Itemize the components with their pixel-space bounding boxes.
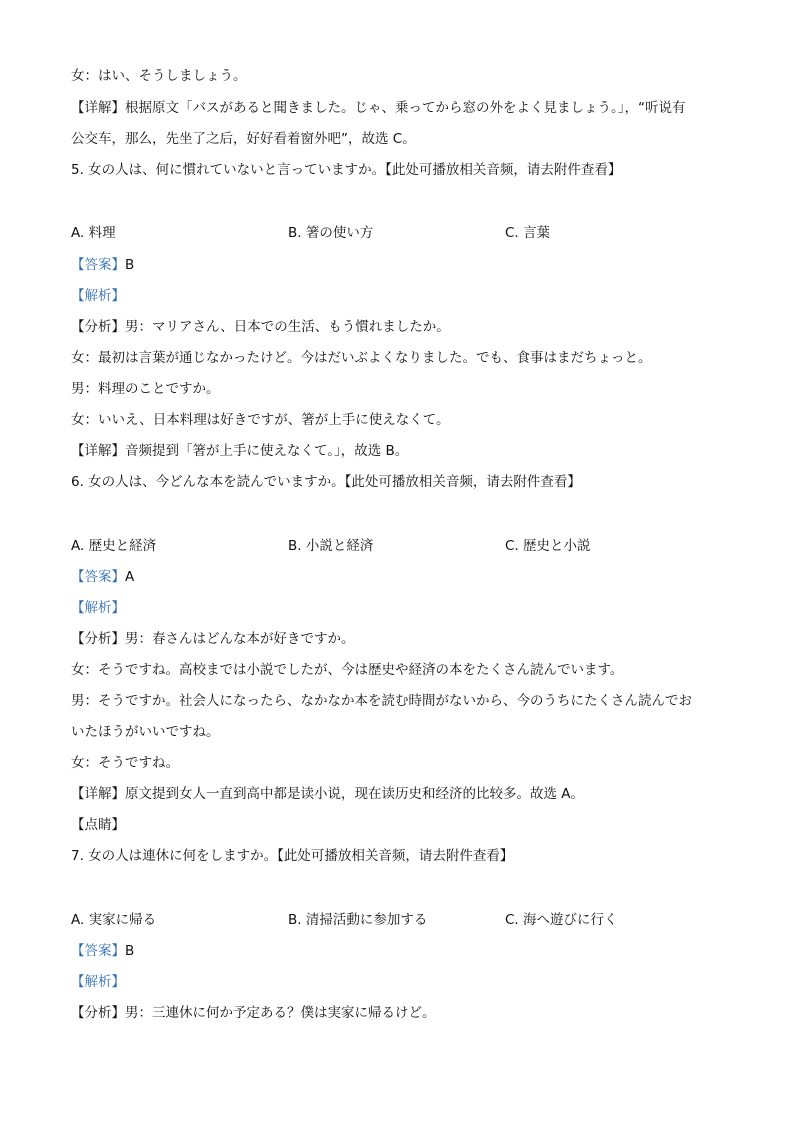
- line-text: 女：最初は言葉が通じなかったけど。今はだいぶよくなりました。でも、食事はまだちょっと。: [71, 350, 652, 366]
- text-line: [71, 161, 731, 179]
- line-text: 男：料理のことですか。: [71, 381, 220, 397]
- line-text: 【详解】音频提到「箸が上手に使えなくて。」，故选 B。: [71, 443, 409, 459]
- text-line: [71, 318, 731, 336]
- line-text: 女：そうですね。高校までは小説でしたが、今は歴史や経済の本をたくさん読んでいます。: [71, 662, 624, 678]
- answer-option: A. 実家に帰る: [71, 912, 157, 928]
- text-line: [71, 630, 731, 648]
- line-text: 7. 女の人は連休に何をしますか。【此处可播放相关音频，请去附件查看】: [71, 848, 514, 864]
- text-line: [71, 349, 731, 367]
- line-text: 5. 女の人は、何に慣れていないと言っていますか。【此处可播放相关音频，请去附件查看】: [71, 162, 622, 178]
- answer-line: [71, 599, 731, 617]
- text-line: [71, 411, 731, 429]
- line-text: いたほうがいいですね。: [71, 724, 220, 740]
- text-line: [71, 754, 731, 772]
- text-line: [71, 661, 731, 679]
- text-line: [71, 130, 731, 148]
- line-text: 【详解】原文提到女人一直到高中都是读小说，现在读历史和经济的比较多。故选 A。: [71, 786, 585, 802]
- answer-line: [71, 287, 731, 305]
- section-label: 【答案】: [71, 943, 125, 959]
- line-text: 6. 女の人は、今どんな本を読んでいますか。【此处可播放相关音频，请去附件查看】: [71, 474, 581, 490]
- text-line: [71, 785, 731, 803]
- text-line: [71, 692, 731, 710]
- answer-option: B. 小説と経済: [288, 538, 374, 554]
- section-label: 【答案】: [71, 257, 125, 273]
- section-label: 【答案】: [71, 569, 125, 585]
- section-label: 【解析】: [71, 600, 125, 616]
- text-line: [71, 99, 731, 117]
- line-text: 【分析】男：春さんはどんな本が好きですか。: [71, 631, 355, 647]
- text-line: [71, 67, 731, 85]
- line-text: 女：そうですね。: [71, 755, 179, 771]
- answer-option: B. 箸の使い方: [288, 225, 374, 241]
- text-line: [71, 473, 731, 491]
- line-text: A: [125, 569, 135, 585]
- text-line: [71, 442, 731, 460]
- text-line: [71, 847, 731, 865]
- line-text: 男：そうですか。社会人になったら、なかなか本を読む時間がないから、今のうちにたくさん読んでお: [71, 693, 692, 709]
- line-text: 【分析】男：マリアさん、日本での生活、もう慣れましたか。: [71, 319, 450, 335]
- answer-line: [71, 942, 731, 960]
- section-label: 【解析】: [71, 974, 125, 990]
- line-text: 公交车，那么，先坐了之后，好好看着窗外吧”，故选 C。: [71, 131, 416, 147]
- line-text: B: [125, 257, 135, 273]
- line-text: B: [125, 943, 135, 959]
- line-text: 女：いいえ、日本料理は好きですが、箸が上手に使えなくて。: [71, 412, 450, 428]
- text-line: [71, 816, 731, 834]
- line-text: 【分析】男：三連休に何か予定ある？僕は実家に帰るけど。: [71, 1005, 436, 1021]
- section-label: 【解析】: [71, 288, 125, 304]
- line-text: 女：はい、そうしましょう。: [71, 68, 247, 84]
- answer-option: A. 料理: [71, 225, 116, 241]
- text-line: [71, 380, 731, 398]
- answer-line: [71, 568, 731, 586]
- answer-option: A. 歴史と経済: [71, 538, 157, 554]
- text-line: [71, 723, 731, 741]
- line-text: 【详解】根据原文「バスがあると聞きました。じゃ、乗ってから窓の外をよく見ましょう。」，“听说有: [71, 100, 686, 116]
- answer-option: C. 歴史と小説: [505, 538, 591, 554]
- answer-option: C. 言葉: [505, 225, 551, 241]
- answer-line: [71, 256, 731, 274]
- line-text: 【点睛】: [71, 817, 125, 833]
- answer-option: B. 清掃活動に参加する: [288, 912, 428, 928]
- text-line: [71, 1004, 731, 1022]
- answer-line: [71, 973, 731, 991]
- answer-option: C. 海へ遊びに行く: [505, 912, 618, 928]
